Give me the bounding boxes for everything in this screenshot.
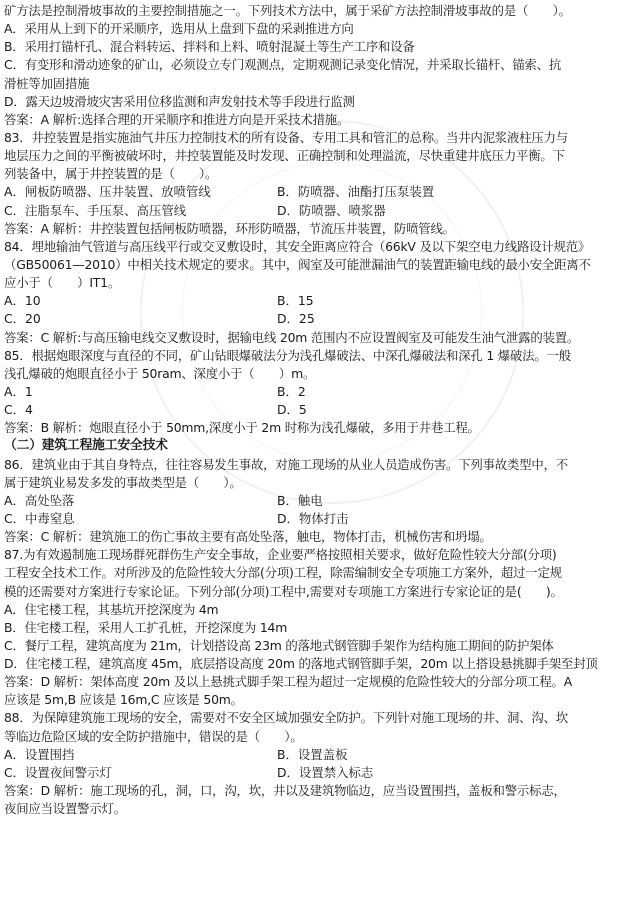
q86-option-c: C．中毒窒息 (4, 510, 75, 526)
q83-answer: 答案：A 解析：井控装置包括闸板防喷器，环形防喷器，节流压井装置，防喷管线。 (4, 220, 455, 236)
q83-stem-3: 列装备中，属于井控装置的是（ ）。 (4, 166, 218, 182)
q84-option-d: D．25 (277, 311, 315, 327)
q88-stem-2: 等临边危险区域的安全防护措施中，错误的是（ ）。 (4, 728, 303, 744)
q86-option-d: D．物体打击 (277, 510, 349, 526)
q88-option-c: C．设置夜间警示灯 (4, 764, 112, 780)
q84-options-row-2 (4, 310, 636, 328)
q85-options-row-1 (4, 383, 636, 401)
q82-option-d: D．露天边坡滑坡灾害采用位移监测和声发射技术等手段进行监测 (4, 93, 355, 109)
q83-option-c: C．注脂泵车、手压泵、高压管线 (4, 202, 187, 218)
q84-options-row-1 (4, 292, 636, 310)
q87-stem-2: 工程安全技术工作。对所涉及的危险性较大分部(分项)工程，除需编制安全专项施工方案外，超过一定规 (4, 565, 562, 581)
q85-option-d: D．5 (277, 402, 307, 418)
q83-options-row-2 (4, 202, 636, 220)
q84-option-c: C．20 (4, 311, 41, 327)
q88-options-row-1 (4, 746, 636, 764)
q85-option-b: B．2 (277, 383, 306, 399)
q86-stem-2: 属于建筑业易发多发的事故类型是（ ）。 (4, 474, 242, 490)
q83-stem-1: 83．井控装置是指实施油气井压力控制技术的所有设备、专用工具和管汇的总称。当井内泥浆液柱压力与 (4, 129, 568, 145)
q88-option-a: A．设置围挡 (4, 746, 75, 762)
q85-stem-1: 85．根据炮眼深度与直径的不同，矿山钻眼爆破法分为浅孔爆破法、中深孔爆破法和深孔 1 爆破法。一般 (4, 347, 571, 363)
q82-option-a: A．采用从上到下的开采顺序，选用从上盘到下盘的采剥推进方向 (4, 21, 354, 37)
q83-option-d: D．防喷器、喷浆器 (277, 202, 386, 218)
q86-option-a: A．高处坠落 (4, 492, 75, 508)
q87-answer-1: 答案：D 解析：架体高度 20m 及以上悬挑式脚手架工程为超过一定规模的危险性较大的分部分项工程。A (4, 674, 573, 690)
q85-answer: 答案：B 解析：炮眼直径小于 50mm,深度小于 2m 时称为浅孔爆破，多用于井巷工程。 (4, 420, 480, 436)
q82-answer: 答案：A 解析:选择合理的开采顺序和推进方向是开采技术措施。 (4, 111, 350, 127)
q84-stem-3: 应小于（ ）IT1。 (4, 275, 121, 291)
q83-options-row-1 (4, 183, 636, 201)
q87-answer-2: 应该是 5m,B 应该是 16m,C 应该是 50m。 (4, 692, 243, 708)
q82-option-b: B．采用打锚杆孔、混合料转运、拌料和上料、喷射混凝土等生产工序和设备 (4, 39, 415, 55)
q84-option-a: A．10 (4, 293, 41, 309)
q87-stem-1: 87.为有效遏制施工现场群死群伤生产安全事故，企业要严格按照相关要求，做好危险性较大分部(分项) (4, 547, 557, 563)
q87-option-d: D．住宅楼工程，建筑高度 45m，底层搭设高度 20m 的落地式钢管脚手架，20m 以上搭设悬挑脚手架至封顶 (4, 656, 598, 672)
q84-option-b: B．15 (277, 293, 314, 309)
q87-option-a: A．住宅楼工程，其基坑开挖深度为 4m (4, 601, 219, 617)
q87-option-c: C．餐厅工程，建筑高度为 21m，计划搭设高 23m 的落地式钢管脚手架作为结构施工期间的防护架体 (4, 637, 554, 653)
q85-option-a: A．1 (4, 383, 33, 399)
q86-option-b: B．触电 (277, 492, 323, 508)
q82-stem: 矿方法是控制滑坡事故的主要控制措施之一。下列技术方法中，属于采矿方法控制滑坡事故的是（ ）。 (4, 3, 571, 18)
q82-option-c: C．有变形和滑动迹象的矿山，必须设立专门观测点，定期观测记录变化情况，并采取长锚杆、锚索、抗 (4, 57, 562, 73)
q88-stem-1: 88．为保障建筑施工现场的安全，需要对不安全区域加强安全防护。下列针对施工现场的井、洞、沟、坎 (4, 710, 568, 726)
document-page (4, 2, 636, 818)
q87-stem-3: 模的还需要对方案进行专家论证。下列分部(分项)工程中,需要对专项施工方案进行专家论证的是( )。 (4, 583, 563, 599)
q82-option-c-cont: 滑桩等加固措施 (4, 75, 90, 91)
q83-option-b: B．防喷器、油酯打压泵装置 (277, 184, 435, 200)
q85-options-row-2 (4, 401, 636, 419)
q88-option-b: B．设置盖板 (277, 746, 348, 762)
q88-answer-2: 夜间应当设置警示灯。 (4, 801, 126, 817)
q84-stem-1: 84．埋地输油气管道与高压线平行或交叉敷设时，其安全距离应符合（66kV 及以下架空电力线路设计规范》 (4, 238, 591, 254)
q86-options-row-2 (4, 510, 636, 528)
q85-option-c: C．4 (4, 402, 33, 418)
q88-option-d: D．设置禁入标志 (277, 764, 374, 780)
section-heading: （二）建筑工程施工安全技术 (4, 438, 168, 454)
q86-answer: 答案：C 解析：建筑施工的伤亡事故主要有高处坠落，触电，物体打击，机械伤害和坍塌。 (4, 529, 492, 545)
q83-option-a: A．闸板防喷器、压井装置、放喷管线 (4, 184, 211, 200)
q85-stem-2: 浅孔爆破的炮眼直径小于 50ram、深度小于（ ）m。 (4, 365, 316, 381)
q88-answer-1: 答案：D 解析：施工现场的孔，洞，口，沟，坎，井以及建筑物临边，应当设置围挡，盖板和警示标志， (4, 783, 566, 799)
q87-option-b: B．住宅楼工程，采用人工扩孔桩，开挖深度为 14m (4, 619, 288, 635)
q84-answer: 答案：C 解析:与高压输电线交叉敷设时，据输电线 20m 范围内不应设置阀室及可能发生油气泄露的装置。 (4, 329, 580, 345)
q86-options-row-1 (4, 492, 636, 510)
q83-stem-2: 地层压力之间的平衡被破坏时，井控装置能及时发现、正确控制和处理溢流，尽快重建井底压力平衡。下 (4, 148, 565, 164)
q88-options-row-2 (4, 764, 636, 782)
q86-stem-1: 86．建筑业由于其自身特点，往往容易发生事故，对施工现场的从业人员造成伤害。下列事故类型中，不 (4, 456, 568, 472)
q84-stem-2: （GB50061—2010）中相关技术规定的要求。其中，阀室及可能泄漏油气的装置距输电线的最小安全距离不 (4, 256, 591, 272)
